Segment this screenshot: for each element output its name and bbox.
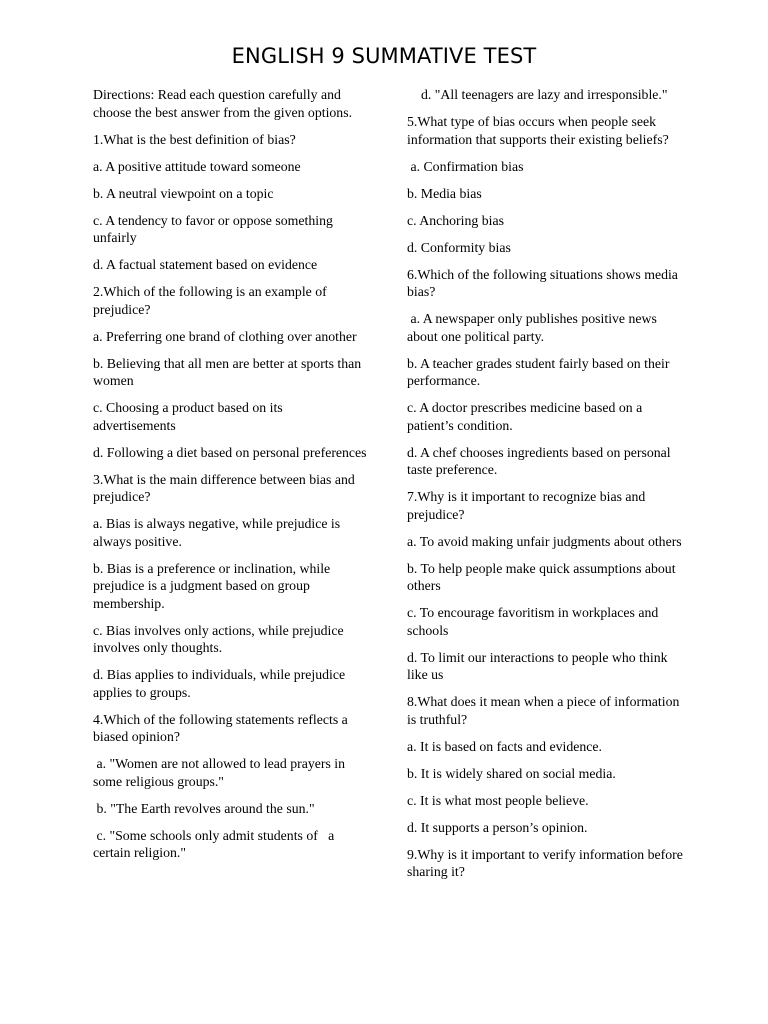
question-line: a. "Women are not allowed to lead prayers in some religious groups." bbox=[93, 756, 349, 789]
question-line: a. Preferring one brand of clothing over another bbox=[93, 328, 357, 344]
question-line: b. A neutral viewpoint on a topic bbox=[93, 185, 274, 201]
question-line: d. It supports a person’s opinion. bbox=[407, 819, 588, 835]
question-line: c. Anchoring bias bbox=[407, 212, 504, 228]
question-line: d. Bias applies to individuals, while prejudice applies to groups. bbox=[93, 667, 349, 700]
directions-text: Directions: Read each question carefully and choose the best answer from the given options. bbox=[93, 87, 353, 120]
question-line: a. Bias is always negative, while prejudice is always positive. bbox=[93, 516, 344, 549]
question-line: b. Media bias bbox=[407, 185, 482, 201]
question-line: b. To help people make quick assumptions about others bbox=[407, 560, 679, 593]
page-title: ENGLISH 9 SUMMATIVE TEST bbox=[231, 44, 537, 68]
question-line: d. Following a diet based on personal preferences bbox=[93, 444, 367, 460]
question-line: a. A positive attitude toward someone bbox=[93, 158, 301, 174]
question-line: d. A factual statement based on evidence bbox=[93, 257, 318, 272]
question-line: c. A doctor prescribes medicine based on a patient’s condition. bbox=[407, 400, 646, 433]
question-line: b. Bias is a preference or inclination, while prejudice is a judgment based on group membership. bbox=[93, 560, 334, 611]
question-line: 3.What is the main difference between bias and prejudice? bbox=[93, 471, 359, 504]
question-line: 9.Why is it important to verify information before sharing it? bbox=[407, 846, 687, 879]
question-line: 7.Why is it important to recognize bias and prejudice? bbox=[407, 489, 649, 522]
left-column bbox=[93, 86, 368, 871]
question-line: d. Conformity bias bbox=[407, 239, 511, 255]
question-line: d. To limit our interactions to people who think like us bbox=[407, 649, 671, 682]
question-line: c. Bias involves only actions, while prejudice involves only thoughts. bbox=[93, 622, 348, 655]
question-line: 2.Which of the following is an example of prejudice? bbox=[93, 284, 331, 317]
question-line: a. Confirmation bias bbox=[407, 158, 524, 174]
question-line: a. A newspaper only publishes positive news about one political party. bbox=[407, 311, 661, 344]
question-line: a. To avoid making unfair judgments about others bbox=[407, 533, 682, 549]
question-line: d. "All teenagers are lazy and irresponsible." bbox=[421, 87, 668, 102]
question-line: c. It is what most people believe. bbox=[407, 792, 589, 808]
question-line: 5.What type of bias occurs when people seek information that supports their existing beliefs? bbox=[407, 114, 669, 147]
question-line: 1.What is the best definition of bias? bbox=[93, 131, 296, 147]
question-line: b. Believing that all men are better at sports than women bbox=[93, 355, 365, 388]
question-line: 8.What does it mean when a piece of information is truthful? bbox=[407, 694, 683, 727]
right-column bbox=[407, 86, 689, 890]
question-line: b. "The Earth revolves around the sun." bbox=[93, 800, 315, 816]
question-line: c. To encourage favoritism in workplaces and schools bbox=[407, 605, 662, 638]
question-line: 6.Which of the following situations shows media bias? bbox=[407, 266, 682, 299]
question-line: a. It is based on facts and evidence. bbox=[407, 738, 602, 754]
question-line: b. It is widely shared on social media. bbox=[407, 765, 616, 781]
question-line: d. A chef chooses ingredients based on personal taste preference. bbox=[407, 444, 675, 477]
question-line: 4.Which of the following statements reflects a biased opinion? bbox=[93, 711, 352, 744]
question-line: c. Choosing a product based on its advertisements bbox=[93, 400, 287, 433]
question-line: b. A teacher grades student fairly based on their performance. bbox=[407, 355, 673, 388]
question-line: c. "Some schools only admit students of a certain religion." bbox=[93, 827, 338, 860]
question-line: c. A tendency to favor or oppose something unfairly bbox=[93, 212, 337, 245]
